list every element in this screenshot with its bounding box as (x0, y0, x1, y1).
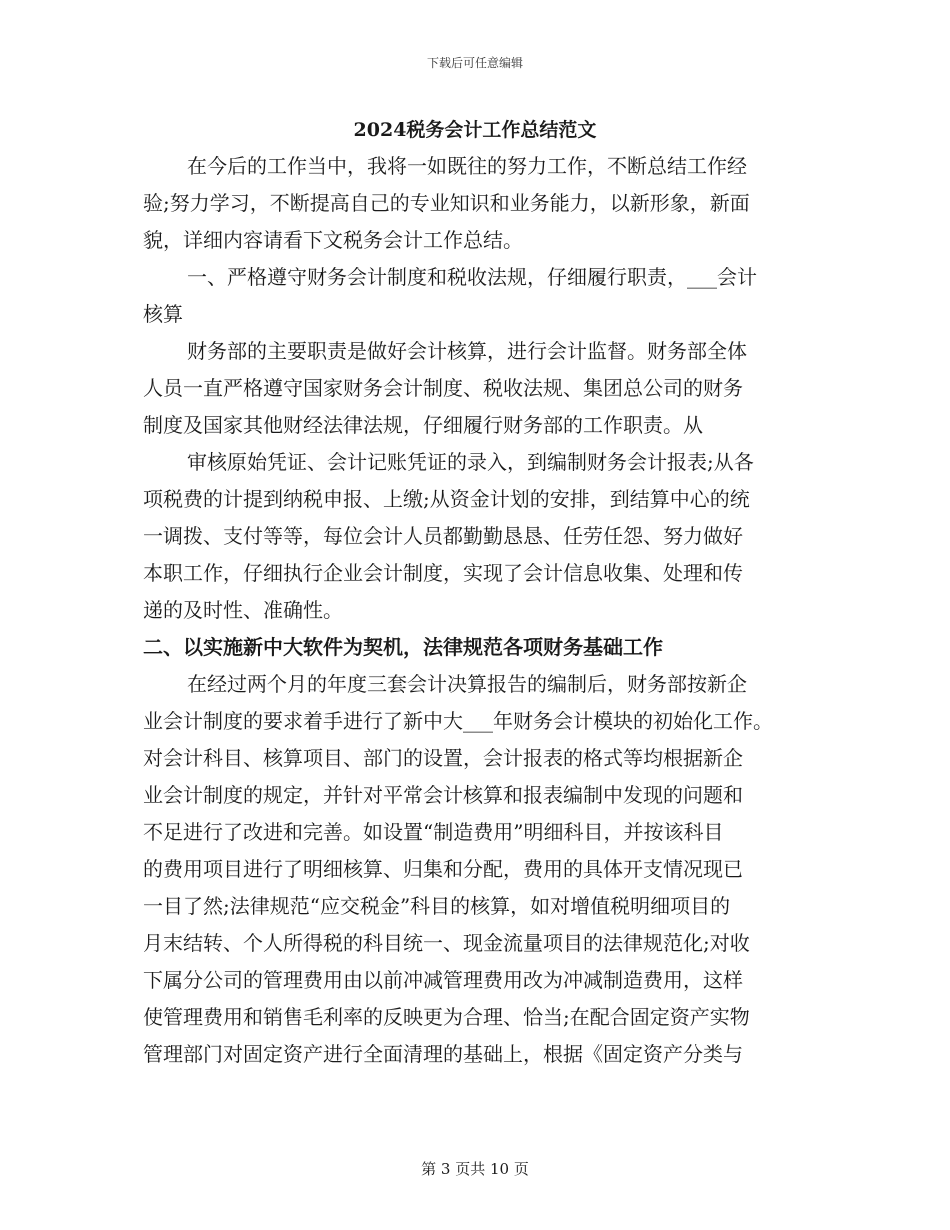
document-title: 2024税务会计工作总结范文 (353, 119, 597, 141)
paragraph-line: 人员一直严格遵守国家财务会计制度、税收法规、集团总公司的财务 (143, 376, 743, 400)
section-heading-bold: 二、以实施新中大软件为契机，法律规范各项财务基础工作 (143, 635, 663, 659)
section-heading-line: 核算 (143, 302, 183, 326)
paragraph-line: 下属分公司的管理费用由以前冲减管理费用改为冲减制造费用，这样 (143, 968, 743, 992)
paragraph-line: 验;努力学习，不断提高自己的专业知识和业务能力，以新形象，新面 (143, 191, 750, 215)
paragraph-line: 业会计制度的要求着手进行了新中大___年财务会计模块的初始化工作。 (143, 709, 773, 733)
paragraph-line: 财务部的主要职责是做好会计核算，进行会计监督。财务部全体 (187, 339, 747, 363)
document-body (143, 148, 813, 1073)
paragraph-line: 项税费的计提到纳税申报、上缴;从资金计划的安排，到结算中心的统 (143, 487, 750, 511)
paragraph-line: 审核原始凭证、会计记账凭证的录入，到编制财务会计报表;从各 (187, 450, 754, 474)
paragraph-line: 月末结转、个人所得税的科目统一、现金流量项目的法律规范化;对收 (143, 931, 750, 955)
header-note: 下载后可任意编辑 (426, 56, 523, 70)
section-heading-line: 一、严格遵守财务会计制度和税收法规，仔细履行职责，___会计 (187, 265, 757, 289)
paragraph-line: 一调拨、支付等等，每位会计人员都勤勤恳恳、任劳任怨、努力做好 (143, 524, 743, 548)
page-number: 第 3 页共 10 页 (421, 1160, 529, 1178)
paragraph-line: 使管理费用和销售毛利率的反映更为合理、恰当;在配合固定资产实物 (143, 1005, 750, 1029)
paragraph-line: 在今后的工作当中，我将一如既往的努力工作，不断总结工作经 (187, 154, 747, 178)
paragraph-line: 对会计科目、核算项目、部门的设置，会计报表的格式等均根据新企 (143, 746, 743, 770)
paragraph-line: 不足进行了改进和完善。如设置“制造费用”明细科目，并按该科目 (143, 820, 724, 844)
paragraph-line: 的费用项目进行了明细核算、归集和分配，费用的具体开支情况现已 (143, 857, 743, 881)
paragraph-line: 递的及时性、准确性。 (143, 598, 343, 622)
paragraph-line: 貌，详细内容请看下文税务会计工作总结。 (143, 228, 523, 252)
paragraph-line: 本职工作，仔细执行企业会计制度，实现了会计信息收集、处理和传 (143, 561, 743, 585)
paragraph-line: 一目了然;法律规范“应交税金”科目的核算，如对增值税明细项目的 (143, 894, 731, 918)
paragraph-line: 在经过两个月的年度三套会计决算报告的编制后，财务部按新企 (187, 672, 747, 696)
paragraph-line: 业会计制度的规定，并针对平常会计核算和报表编制中发现的问题和 (143, 783, 743, 807)
paragraph-line: 管理部门对固定资产进行全面清理的基础上，根据《固定资产分类与 (143, 1042, 743, 1066)
paragraph-line: 制度及国家其他财经法律法规，仔细履行财务部的工作职责。从 (143, 413, 703, 437)
